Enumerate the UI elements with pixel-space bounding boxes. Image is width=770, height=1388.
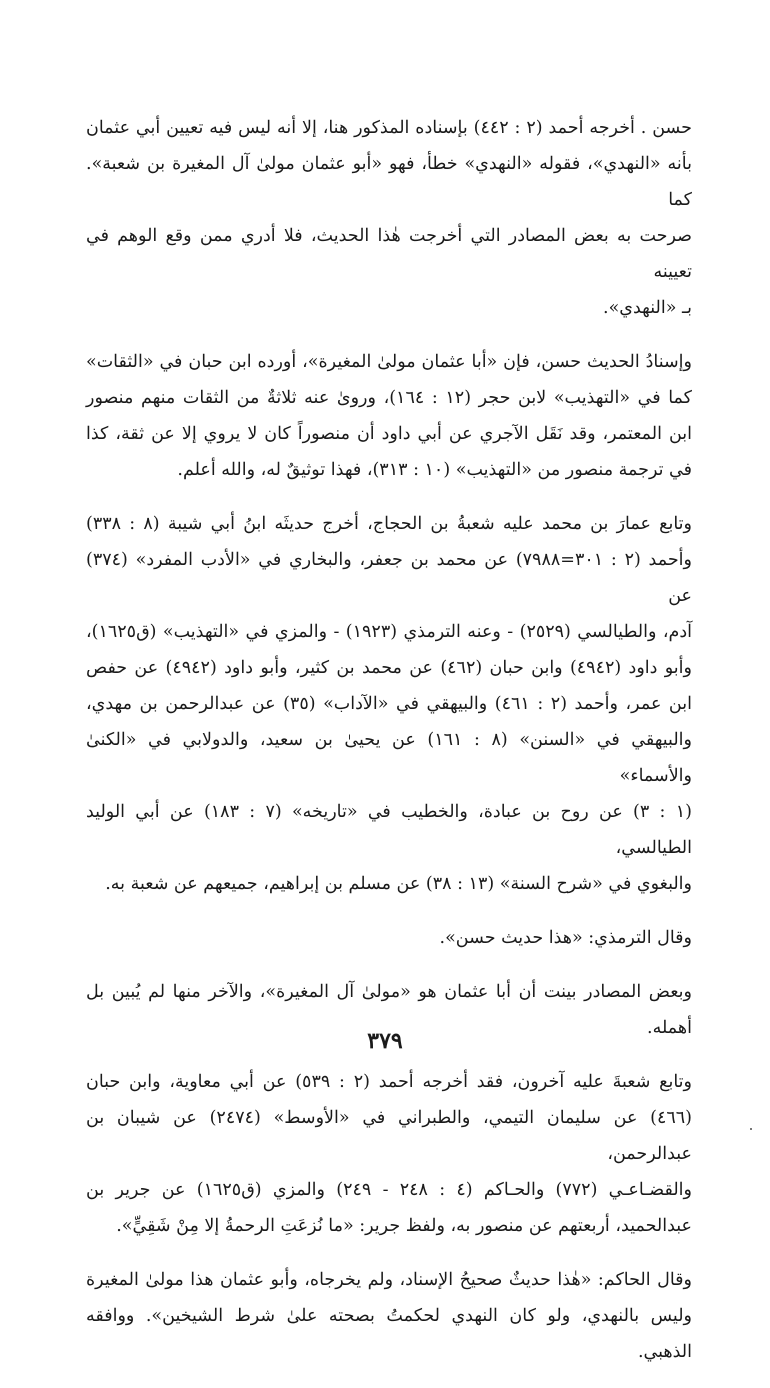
- text-line: ابن عمر، وأحمد (٢ : ٤٦١) والبيهقي في «الآداب» (٣٥) عن عبدالرحمن بن مهدي،: [86, 694, 692, 714]
- text-line: وأحمد (٢ : ٣٠١=٧٩٨٨) عن محمد بن جعفر، والبخاري في «الأدب المفرد» (٣٧٤) عن: [86, 550, 692, 606]
- text-line: ابن المعتمر، وقد نَقَل الآجري عن أبي داود أن منصوراً كان لا يروي إلا عن ثقة، كذا: [86, 424, 692, 444]
- text-line: بأنه «النهدي»، فقوله «النهدي» خطأ، فهو «أبو عثمان مولىٰ آل المغيرة بن شعبة». كما: [86, 154, 692, 210]
- paragraph-6: [86, 1064, 692, 1244]
- paragraph-7: [86, 1262, 692, 1370]
- page-number: ٣٧٩: [367, 1028, 403, 1054]
- text-line: وبعض المصادر بينت أن أبا عثمان هو «مولىٰ آل المغيرة»، والآخر منها لم يُبين بل أهمله.: [86, 982, 692, 1038]
- scan-speck: [750, 1128, 752, 1130]
- text-line: (١ : ٣) عن روح بن عبادة، والخطيب في «تاريخه» (٧ : ١٨٣) عن أبي الوليد الطيالسي،: [86, 802, 692, 858]
- text-line: وإسنادُ الحديث حسن، فإن «أبا عثمان مولىٰ المغيرة»، أورده ابن حبان في «الثقات»: [86, 352, 692, 372]
- text-line: حسن . أخرجه أحمد (٢ : ٤٤٢) بإسناده المذكور هنا، إلا أنه ليس فيه تعيين أبي عثمان: [86, 118, 692, 138]
- paragraph-4: [86, 920, 692, 956]
- page-body: [86, 110, 692, 1388]
- paragraph-2: [86, 344, 692, 488]
- text-line: والقضـاعـي (٧٧٢) والحـاكم (٤ : ٢٤٨ - ٢٤٩) والمزي (ق١٦٢٥) عن جرير بن: [86, 1180, 692, 1200]
- text-line: آدم، والطيالسي (٢٥٢٩) - وعنه الترمذي (١٩٢٣) - والمزي في «التهذيب» (ق١٦٢٥)،: [86, 622, 692, 642]
- text-line: عبدالحميد، أربعتهم عن منصور به، ولفظ جرير: «ما نُزعَتِ الرحمةُ إلا مِنْ شَقِيٍّ».: [116, 1216, 692, 1236]
- paragraph-1: [86, 110, 692, 326]
- text-line: بـ «النهدي».: [603, 298, 692, 318]
- text-line: وقال الحاكم: «هٰذا حديثٌ صحيحُ الإسناد، ولم يخرجاه، وأبو عثمان هذا مولىٰ المغيرة: [86, 1270, 692, 1290]
- text-line: والبغوي في «شرح السنة» (١٣ : ٣٨) عن مسلم بن إبراهيم، جميعهم عن شعبة به.: [105, 874, 692, 894]
- text-line: وليس بالنهدي، ولو كان النهدي لحكمتُ بصحته علىٰ شرط الشيخين». ووافقه الذهبي.: [86, 1306, 692, 1362]
- text-line: وتابع عمارَ بن محمد عليه شعبةُ بن الحجاج، أخرج حديثَه ابنُ أبي شيبة (٨ : ٣٣٨): [86, 514, 692, 534]
- text-line: صرحت به بعض المصادر التي أخرجت هٰذا الحديث، فلا أدري ممن وقع الوهم في تعيينه: [86, 226, 692, 282]
- text-line: كما في «التهذيب» لابن حجر (١٢ : ١٦٤)، وروىٰ عنه ثلاثةٌ من الثقات منهم منصور: [86, 388, 692, 408]
- text-line: وقال الترمذي: «هذا حديث حسن».: [439, 928, 692, 948]
- text-line: (٤٦٦) عن سليمان التيمي، والطبراني في «الأوسط» (٢٤٧٤) عن شيبان بن عبدالرحمن،: [86, 1108, 692, 1164]
- text-line: وأبو داود (٤٩٤٢) وابن حبان (٤٦٢) عن محمد بن كثير، وأبو داود (٤٩٤٢) عن حفص: [86, 658, 692, 678]
- text-line: والبيهقي في «السنن» (٨ : ١٦١) عن يحيىٰ بن سعيد، والدولابي في «الكنىٰ والأسماء»: [86, 730, 692, 786]
- paragraph-3: [86, 506, 692, 902]
- text-line: وتابع شعبةَ عليه آخرون، فقد أخرجه أحمد (٢ : ٥٣٩) عن أبي معاوية، وابن حبان: [86, 1072, 693, 1092]
- text-line: في ترجمة منصور من «التهذيب» (١٠ : ٣١٣)، فهذا توثيقٌ له، والله أعلم.: [177, 460, 692, 480]
